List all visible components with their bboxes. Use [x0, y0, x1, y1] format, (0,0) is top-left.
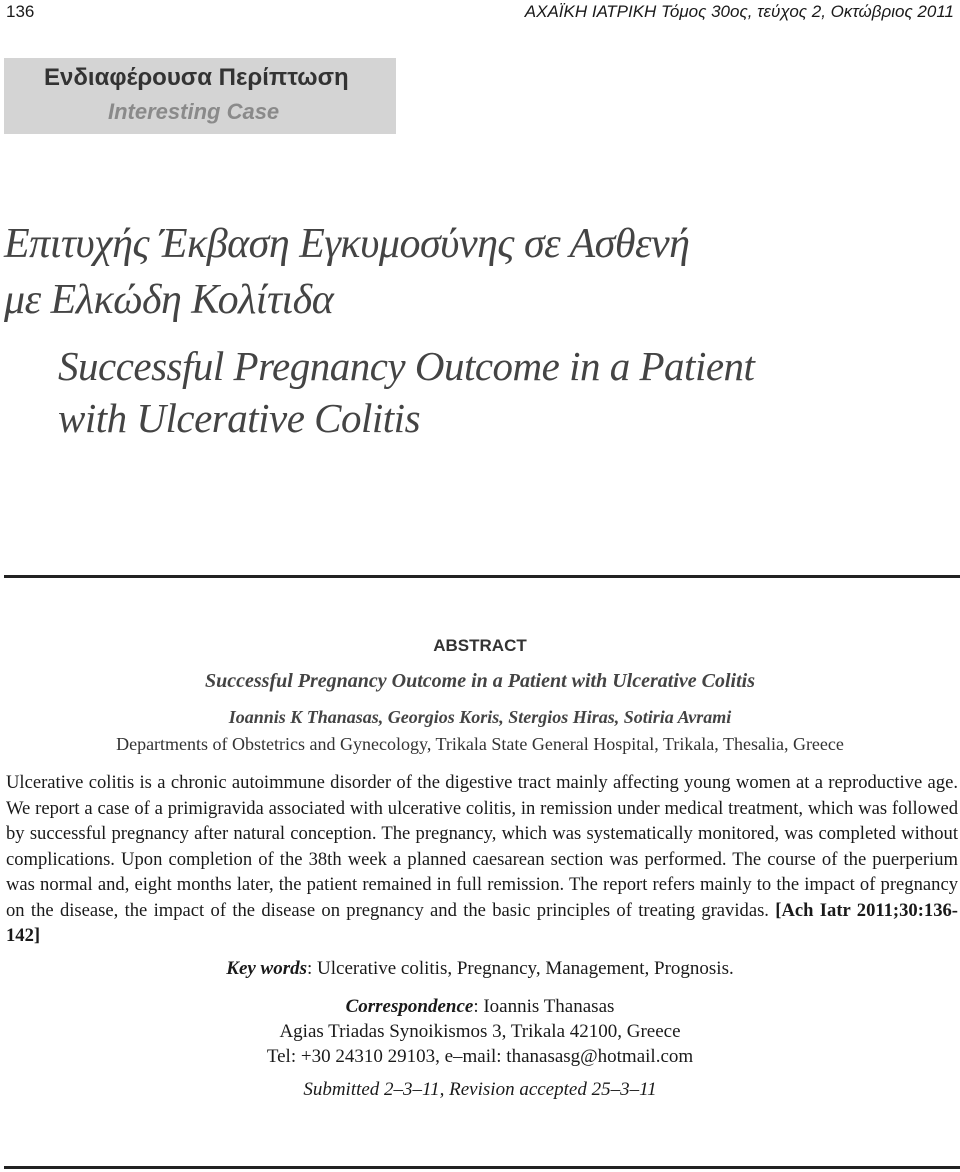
correspondence-name: : Ioannis Thanasas — [473, 996, 615, 1017]
keywords — [0, 958, 960, 980]
divider-top — [4, 575, 960, 578]
correspondence-label: Correspondence — [345, 996, 474, 1017]
abstract-citation: [Ach Iatr 2011;30:136-142] — [6, 899, 958, 946]
abstract-body — [6, 770, 958, 949]
correspondence-contact: Tel: +30 24310 29103, e–mail: thanasasg@hotmail.com — [266, 1046, 694, 1067]
divider-bottom — [4, 1166, 960, 1169]
keywords-label: Key words — [226, 958, 308, 979]
submission-dates: Submitted 2–3–11, Revision accepted 25–3–11 — [303, 1079, 657, 1100]
section-label-greek: Ενδιαφέρουσα Περίπτωση — [44, 64, 349, 91]
title-english-line2: with Ulcerative Colitis — [58, 395, 421, 441]
correspondence — [0, 994, 960, 1069]
correspondence-address: Agias Triadas Synoikismos 3, Trikala 42100, Greece — [279, 1021, 681, 1042]
abstract-text: Ulcerative colitis is a chronic autoimmune disorder of the digestive tract mainly affecting young women at a reproductive age. We report a case of a primigravida associated with ulcerative colitis, in remission under medical treatment, which was followed by successful pregnancy after natural conception. The pregnancy, which was systematically monitored, was completed without complications. Upon completion of the 38th week a planned caesarean section was performed. The course of the puerperium was normal and, eight months later, the patient remained in full remission. The report refers mainly to the impact of pregnancy on the disease, the impact of the disease on pregnancy and the basic principles of treating gravidas. — [6, 772, 958, 921]
keywords-text: : Ulcerative colitis, Pregnancy, Management, Prognosis. — [307, 958, 734, 979]
abstract-label: ABSTRACT — [433, 636, 527, 655]
journal-header: ΑΧΑΪΚΗ ΙΑΤΡΙΚΗ Τόμος 30ος, τεύχος 2, Οκτώβριος 2011 — [524, 2, 954, 21]
abstract-title: Successful Pregnancy Outcome in a Patient with Ulcerative Colitis — [205, 670, 755, 692]
section-label-english: Interesting Case — [108, 99, 280, 124]
page-number: 136 — [6, 2, 35, 21]
abstract-departments: Departments of Obstetrics and Gynecology, Trikala State General Hospital, Trikala, Thesalia, Greece — [116, 734, 844, 754]
section-banner — [4, 58, 396, 134]
title-greek-line2: με Ελκώδη Κολίτιδα — [4, 277, 334, 323]
title-greek-line1: Επιτυχής Έκβαση Εγκυμοσύνης σε Ασθενή — [4, 221, 690, 267]
title-greek — [4, 216, 690, 328]
abstract-authors: Ioannis K Thanasas, Georgios Koris, Stergios Hiras, Sotiria Avrami — [228, 707, 732, 727]
title-english — [58, 340, 754, 444]
title-english-line1: Successful Pregnancy Outcome in a Patient — [58, 343, 755, 389]
